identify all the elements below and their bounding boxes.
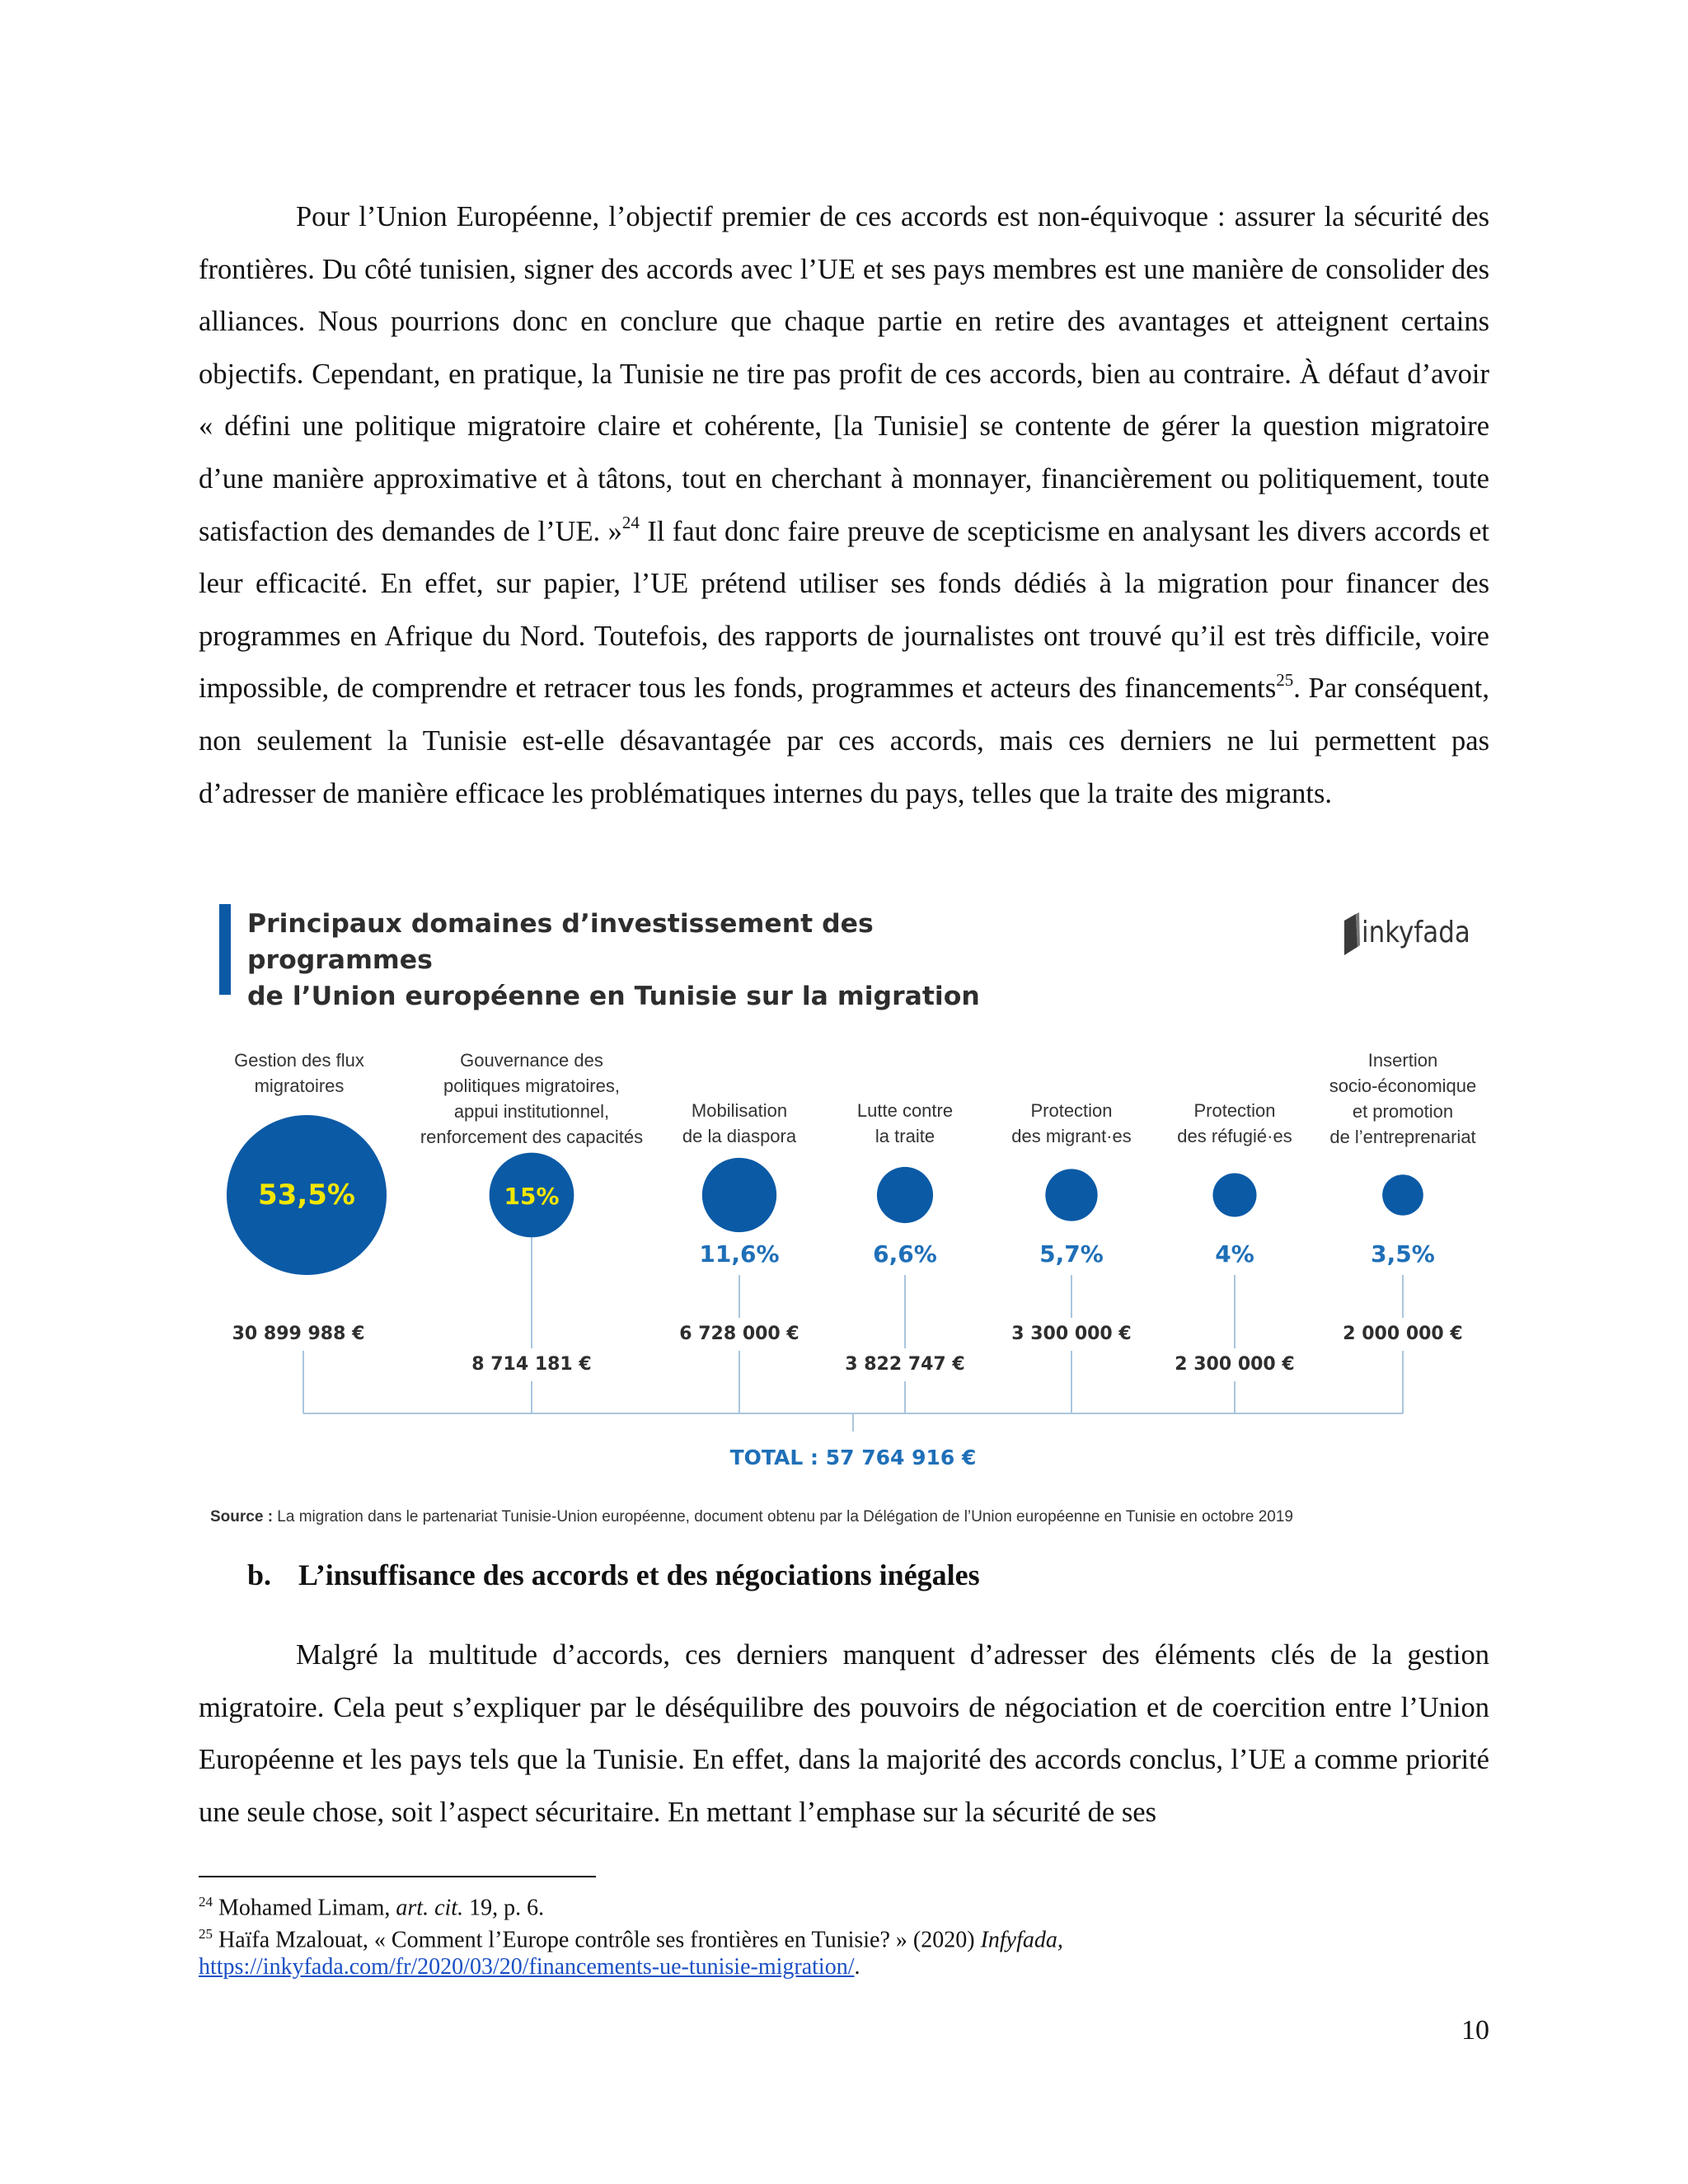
percent-label-6: 4% [1215,1240,1254,1268]
footnote-24: $^{24}$ Mohamed Limam, art. cit. 19, p. 6. [199,1894,545,1921]
amount-label-6: 2 300 000 € [1175,1354,1295,1375]
bubble-chart [210,894,1496,1504]
category-label-7: Insertion socio-économique et promotion de l’entreprenariat [1329,1050,1477,1147]
page-number: 10 [1461,2015,1489,2046]
total-label: TOTAL : 57 764 916 € [729,1446,977,1469]
amount-label-4: 3 822 747 € [845,1354,965,1375]
amount-label-5: 3 300 000 € [1011,1324,1132,1344]
footnote-ref-24[interactable]: 24 [621,513,640,533]
logo-text: inkyfada [1362,916,1470,949]
amount-label-3: 6 728 000 € [679,1324,799,1344]
amount-label-2: 8 714 181 € [471,1354,592,1375]
percent-label-3: 11,6% [699,1240,780,1268]
bubble-7 [1382,1174,1423,1216]
percent-label-4: 6,6% [873,1240,937,1268]
category-label-4: Lutte contre la traite [856,1100,954,1146]
infographic [210,894,1496,1545]
footnote-separator [199,1876,596,1877]
category-label-6: Protection des réfugié·es [1177,1100,1292,1146]
percent-label-5: 5,7% [1039,1240,1104,1268]
bubble-5 [1045,1169,1097,1221]
paragraph-1: Pour l’Union Européenne, l’objectif premier de ces accords est non-équivoque : assurer la sécurité des frontières. Du côté tunisien, signer des accords avec l’UE et ses pays membres est une manière de consolider des alliances. Nous pourrions donc en conclure que chaque partie en retire des avantages et atteignent certains objectifs. Cependant, en pratique, la Tunisie ne tire pas profit de ces accords, bien au contraire. À défaut d’avoir « défini une politique migratoire claire et cohérente, [la Tunisie] se contente de gérer la question migratoire d’une manière approximative et à tâtons, tout en cherchant à monnayer, financièrement ou politiquement, toute satisfaction des demandes de l’UE. »$^{24}$ Il faut donc faire preuve de scepticisme en analysant les divers accords et leur efficacité. En effet, sur papier, l’UE prétend utiliser ses fonds dédiés à la migration pour financer des programmes en Afrique du Nord. Toutefois, des rapports de journalistes ont trouvé qu’il est très difficile, voire impossible, de comprendre et retracer tous les fonds, programmes et acteurs des financements$^{25}$. Par conséquent, non seulement la Tunisie est-elle désavantagée par ces accords, mais ces derniers ne lui permettent pas d’adresser de manière efficace les problématiques internes du pays, telles que la traite des migrants. [199,201,1490,809]
infographic-source: Source : La migration dans le partenariat Tunisie-Union européenne, document obtenu par la Délégation de l’Union européenne en Tunisie en octobre 2019 [210,1508,1293,1526]
category-label-5: Protection des migrant·es [1011,1100,1132,1146]
paragraph-2: Malgré la multitude d’accords, ces derniers manquent d’adresser des éléments clés de la gestion migratoire. Cela peut s’expliquer par le déséquilibre des pouvoirs de négociation et de coercition entre l’Union Européenne et les pays tels que la Tunisie. En effet, dans la majorité des accords conclus, l’UE a comme priorité une seule chose, soit l’aspect sécuritaire. En mettant l’emphase sur la sécurité de ses [199,1639,1489,1828]
footnote-25-link[interactable]: https://inkyfada.com/fr/2020/03/20/financements-ue-tunisie-migration/ [199,1953,855,1980]
category-label-3: Mobilisation de la diaspora [682,1100,797,1146]
footnotes [199,1889,1489,1980]
category-label-1: Gestion des flux migratoires [234,1050,364,1096]
footnote-ref-25[interactable]: 25 [1276,669,1294,690]
bubble-6 [1212,1173,1256,1216]
amount-label-1: 30 899 988 € [232,1324,365,1344]
section-heading: b. L’insuffisance des accords et des négociations inégales [247,1558,980,1591]
category-label-2: Gouvernance des politiques migratoires, appui institutionnel, renforcement des capacités [420,1050,644,1147]
amount-label-7: 2 000 000 € [1343,1324,1463,1344]
percent-label-7: 3,5% [1371,1240,1435,1268]
infographic-title: Principaux domaines d’investissement des programmes de l’Union européenne en Tunisie sur la migration [247,909,980,1011]
percent-label-1: 53,5% [258,1179,355,1212]
footnote-25: $^{25}$ Haïfa Mzalouat, « Comment l’Europe contrôle ses frontières en Tunisie? » (2020) Infyfada, https://inkyfada.com/fr/2020/03/20/financements-ue-tunisie-migration/. [199,1926,1063,1980]
bubble-3 [702,1158,776,1232]
percent-label-2: 15% [504,1183,560,1210]
bubble-4 [877,1167,933,1223]
